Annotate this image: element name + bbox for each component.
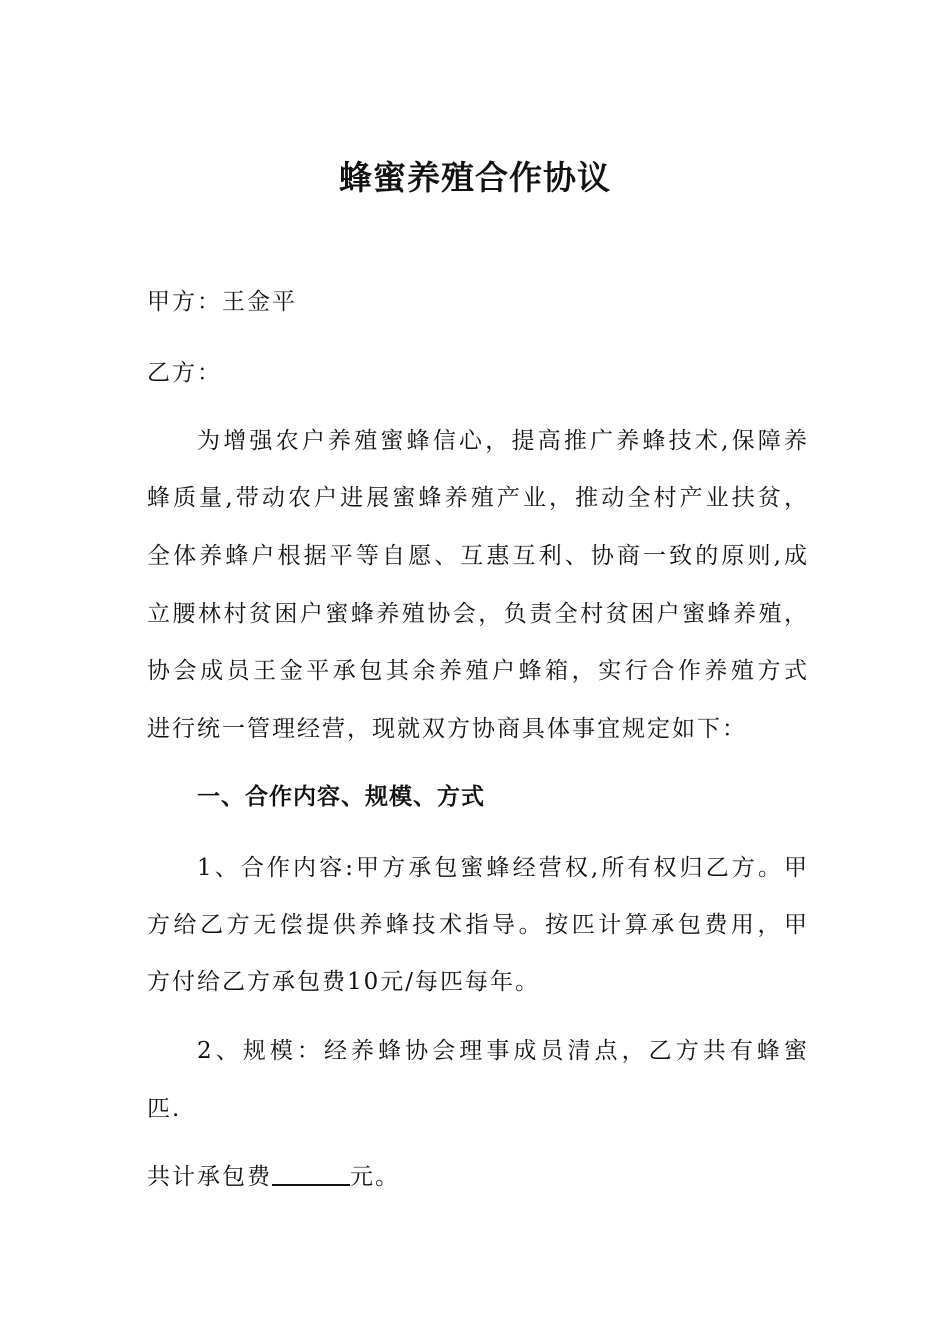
clause-1-line-1: 1、合作内容:甲方承包蜜蜂经营权,所有权归乙方。甲: [197, 855, 807, 881]
intro-line-2: 蜂质量,带动农户进展蜜蜂养殖产业，推动全村产业扶贫，: [147, 485, 807, 511]
total-fee-blank[interactable]: [272, 1162, 350, 1186]
total-fee-line: [147, 1162, 807, 1192]
clause-1-line-3: 方付给乙方承包费10元/每匹每年。: [147, 969, 541, 995]
clause-2-line-1: 2、规模：经养蜂协会理事成员清点，乙方共有蜂蜜: [197, 1038, 807, 1064]
party-a-line: 甲方：王金平: [147, 289, 297, 315]
document-title: 蜂蜜养殖合作协议: [339, 158, 611, 197]
intro-line-3: 全体养蜂户根据平等自愿、互惠互利、协商一致的原则,成: [147, 543, 807, 569]
intro-line-6: 进行统一管理经营，现就双方协商具体事宜规定如下：: [147, 716, 747, 742]
section-1-heading: 一、合作内容、规模、方式: [197, 784, 485, 810]
total-fee-unit: 元。: [350, 1164, 400, 1190]
intro-line-1: 为增强农户养殖蜜蜂信心，提高推广养蜂技术,保障养: [197, 428, 807, 454]
intro-line-5: 协会成员王金平承包其余养殖户蜂箱，实行合作养殖方式: [147, 658, 807, 684]
clause-1-line-2: 方给乙方无偿提供养蜂技术指导。按匹计算承包费用，甲: [147, 912, 807, 938]
intro-line-4: 立腰林村贫困户蜜蜂养殖协会，负责全村贫困户蜜蜂养殖，: [147, 601, 807, 627]
clause-2-line-2: 匹.: [147, 1096, 182, 1122]
party-b-line: 乙方：: [147, 360, 222, 386]
total-fee-label: 共计承包费: [147, 1164, 272, 1190]
